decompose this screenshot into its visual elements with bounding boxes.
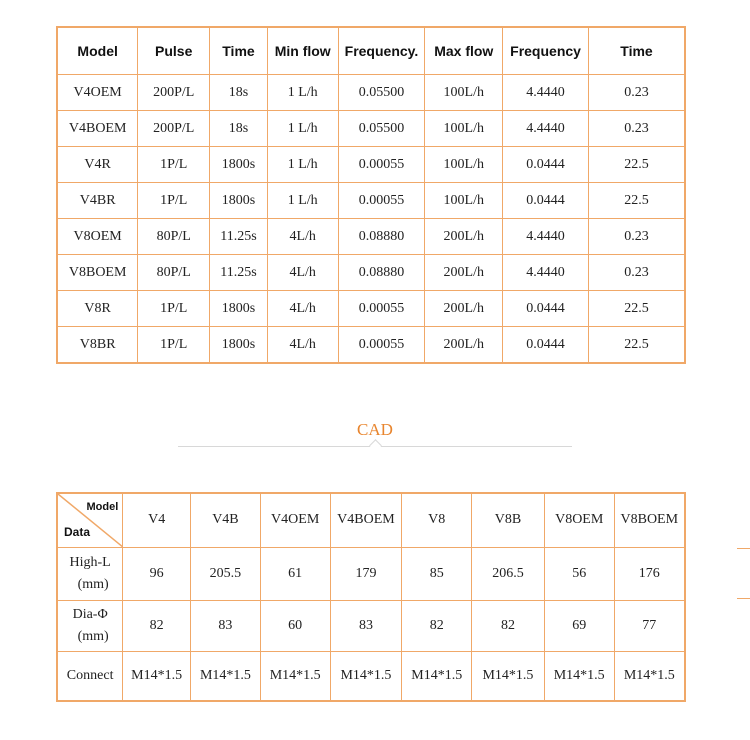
cell-time: 18s <box>210 111 268 147</box>
flow-spec-header <box>57 27 685 75</box>
cell-value: M14*1.5 <box>330 651 402 701</box>
cell-min-flow: 1 L/h <box>267 111 338 147</box>
cell-min-flow: 1 L/h <box>267 183 338 219</box>
cell-model: V8R <box>57 291 138 327</box>
cell-time: 1800s <box>210 327 268 364</box>
side-tick-mark <box>737 598 750 599</box>
cell-frequency-max: 0.0444 <box>503 147 589 183</box>
cell-value: M14*1.5 <box>472 651 545 701</box>
row-label-connect: Connect <box>57 651 123 701</box>
side-tick-mark <box>737 548 750 549</box>
model-header-v8oem: V8OEM <box>544 493 614 547</box>
row-label-dia <box>57 600 123 651</box>
header-model: Model <box>57 27 138 75</box>
cell-min-flow: 1 L/h <box>267 147 338 183</box>
table-row <box>57 600 685 651</box>
cell-value: 69 <box>544 600 614 651</box>
cell-time-max: 0.23 <box>588 255 685 291</box>
cell-frequency-max: 0.0444 <box>503 327 589 364</box>
cell-value: 96 <box>123 547 191 600</box>
cell-value: 179 <box>330 547 402 600</box>
cell-min-flow: 4L/h <box>267 327 338 364</box>
header-max-flow: Max flow <box>425 27 503 75</box>
table-row <box>57 327 685 364</box>
cell-value: 82 <box>402 600 472 651</box>
row-unit-text: (mm) <box>77 628 109 644</box>
table-row <box>57 291 685 327</box>
cell-time: 11.25s <box>210 255 268 291</box>
cell-frequency-max: 4.4440 <box>503 111 589 147</box>
cell-max-flow: 100L/h <box>425 111 503 147</box>
cell-value: M14*1.5 <box>123 651 191 701</box>
cell-max-flow: 200L/h <box>425 291 503 327</box>
cell-value: M14*1.5 <box>402 651 472 701</box>
cell-time-max: 0.23 <box>588 219 685 255</box>
cell-value: 83 <box>330 600 402 651</box>
cell-value: 83 <box>191 600 261 651</box>
cell-model: V4BOEM <box>57 111 138 147</box>
cell-model: V4BR <box>57 183 138 219</box>
cell-min-flow: 4L/h <box>267 219 338 255</box>
cell-pulse: 1P/L <box>138 183 210 219</box>
cad-dimension-table <box>56 492 686 702</box>
cell-frequency-min: 0.00055 <box>338 183 425 219</box>
cell-value: M14*1.5 <box>544 651 614 701</box>
cell-model: V8BOEM <box>57 255 138 291</box>
model-header-v4b: V4B <box>191 493 261 547</box>
cell-pulse: 80P/L <box>138 255 210 291</box>
flow-spec-table <box>56 26 686 364</box>
cell-value: M14*1.5 <box>260 651 330 701</box>
cell-min-flow: 4L/h <box>267 291 338 327</box>
cell-value: M14*1.5 <box>614 651 685 701</box>
row-label-text: High-L <box>69 554 111 570</box>
header-min-flow: Min flow <box>267 27 338 75</box>
cell-model: V4OEM <box>57 75 138 111</box>
cell-pulse: 1P/L <box>138 291 210 327</box>
corner-model-label: Model <box>86 501 119 513</box>
cell-value: 77 <box>614 600 685 651</box>
model-header-v8b: V8B <box>472 493 545 547</box>
header-frequency-max: Frequency <box>503 27 589 75</box>
cell-pulse: 200P/L <box>138 75 210 111</box>
cell-frequency-min: 0.05500 <box>338 75 425 111</box>
table-row <box>57 147 685 183</box>
cell-max-flow: 100L/h <box>425 147 503 183</box>
cell-time: 18s <box>210 75 268 111</box>
cell-value: 82 <box>123 600 191 651</box>
cell-value: 82 <box>472 600 545 651</box>
cell-max-flow: 100L/h <box>425 183 503 219</box>
cell-value: 85 <box>402 547 472 600</box>
cell-frequency-min: 0.00055 <box>338 147 425 183</box>
cell-time-max: 22.5 <box>588 183 685 219</box>
row-label-text: Dia-Φ <box>72 606 108 622</box>
flow-spec-body <box>57 75 685 364</box>
corner-cell <box>57 493 123 547</box>
model-header-v8boem: V8BOEM <box>614 493 685 547</box>
cell-pulse: 1P/L <box>138 147 210 183</box>
cell-frequency-min: 0.00055 <box>338 327 425 364</box>
cell-frequency-min: 0.05500 <box>338 111 425 147</box>
cell-model: V8OEM <box>57 219 138 255</box>
header-pulse: Pulse <box>138 27 210 75</box>
cell-min-flow: 1 L/h <box>267 75 338 111</box>
cell-max-flow: 200L/h <box>425 255 503 291</box>
table-row <box>57 651 685 701</box>
cell-time-max: 22.5 <box>588 327 685 364</box>
cell-max-flow: 200L/h <box>425 219 503 255</box>
table-row <box>57 75 685 111</box>
cad-header-row <box>57 493 685 547</box>
cell-time-max: 0.23 <box>588 75 685 111</box>
cell-value: 176 <box>614 547 685 600</box>
cell-value: 206.5 <box>472 547 545 600</box>
row-label-high <box>57 547 123 600</box>
cell-time-max: 22.5 <box>588 147 685 183</box>
cad-section-title: CAD <box>357 420 393 439</box>
corner-data-label: Data <box>64 524 91 539</box>
model-header-v4: V4 <box>123 493 191 547</box>
cell-frequency-max: 0.0444 <box>503 183 589 219</box>
table-row <box>57 219 685 255</box>
table-row <box>57 547 685 600</box>
cell-time-max: 22.5 <box>588 291 685 327</box>
cell-time-max: 0.23 <box>588 111 685 147</box>
cell-frequency-max: 0.0444 <box>503 291 589 327</box>
header-time: Time <box>210 27 268 75</box>
cell-pulse: 200P/L <box>138 111 210 147</box>
header-time-max: Time <box>588 27 685 75</box>
table-row <box>57 255 685 291</box>
cell-value: 61 <box>260 547 330 600</box>
model-header-v4boem: V4BOEM <box>330 493 402 547</box>
table-row <box>57 111 685 147</box>
cell-model: V4R <box>57 147 138 183</box>
cell-value: 60 <box>260 600 330 651</box>
cell-value: 56 <box>544 547 614 600</box>
cell-time: 11.25s <box>210 219 268 255</box>
cell-time: 1800s <box>210 183 268 219</box>
cell-frequency-max: 4.4440 <box>503 255 589 291</box>
row-unit-text: (mm) <box>77 576 109 592</box>
cell-model: V8BR <box>57 327 138 364</box>
cell-time: 1800s <box>210 147 268 183</box>
cell-frequency-min: 0.08880 <box>338 219 425 255</box>
cell-value: M14*1.5 <box>191 651 261 701</box>
cell-frequency-min: 0.08880 <box>338 255 425 291</box>
model-header-v8: V8 <box>402 493 472 547</box>
cad-divider-notch <box>369 439 382 452</box>
cell-max-flow: 200L/h <box>425 327 503 364</box>
cell-frequency-min: 0.00055 <box>338 291 425 327</box>
table-row <box>57 183 685 219</box>
cell-frequency-max: 4.4440 <box>503 219 589 255</box>
cell-value: 205.5 <box>191 547 261 600</box>
cell-pulse: 80P/L <box>138 219 210 255</box>
model-header-v4oem: V4OEM <box>260 493 330 547</box>
cell-frequency-max: 4.4440 <box>503 75 589 111</box>
header-frequency-min: Frequency. <box>338 27 425 75</box>
cell-pulse: 1P/L <box>138 327 210 364</box>
cell-time: 1800s <box>210 291 268 327</box>
cell-max-flow: 100L/h <box>425 75 503 111</box>
cell-min-flow: 4L/h <box>267 255 338 291</box>
